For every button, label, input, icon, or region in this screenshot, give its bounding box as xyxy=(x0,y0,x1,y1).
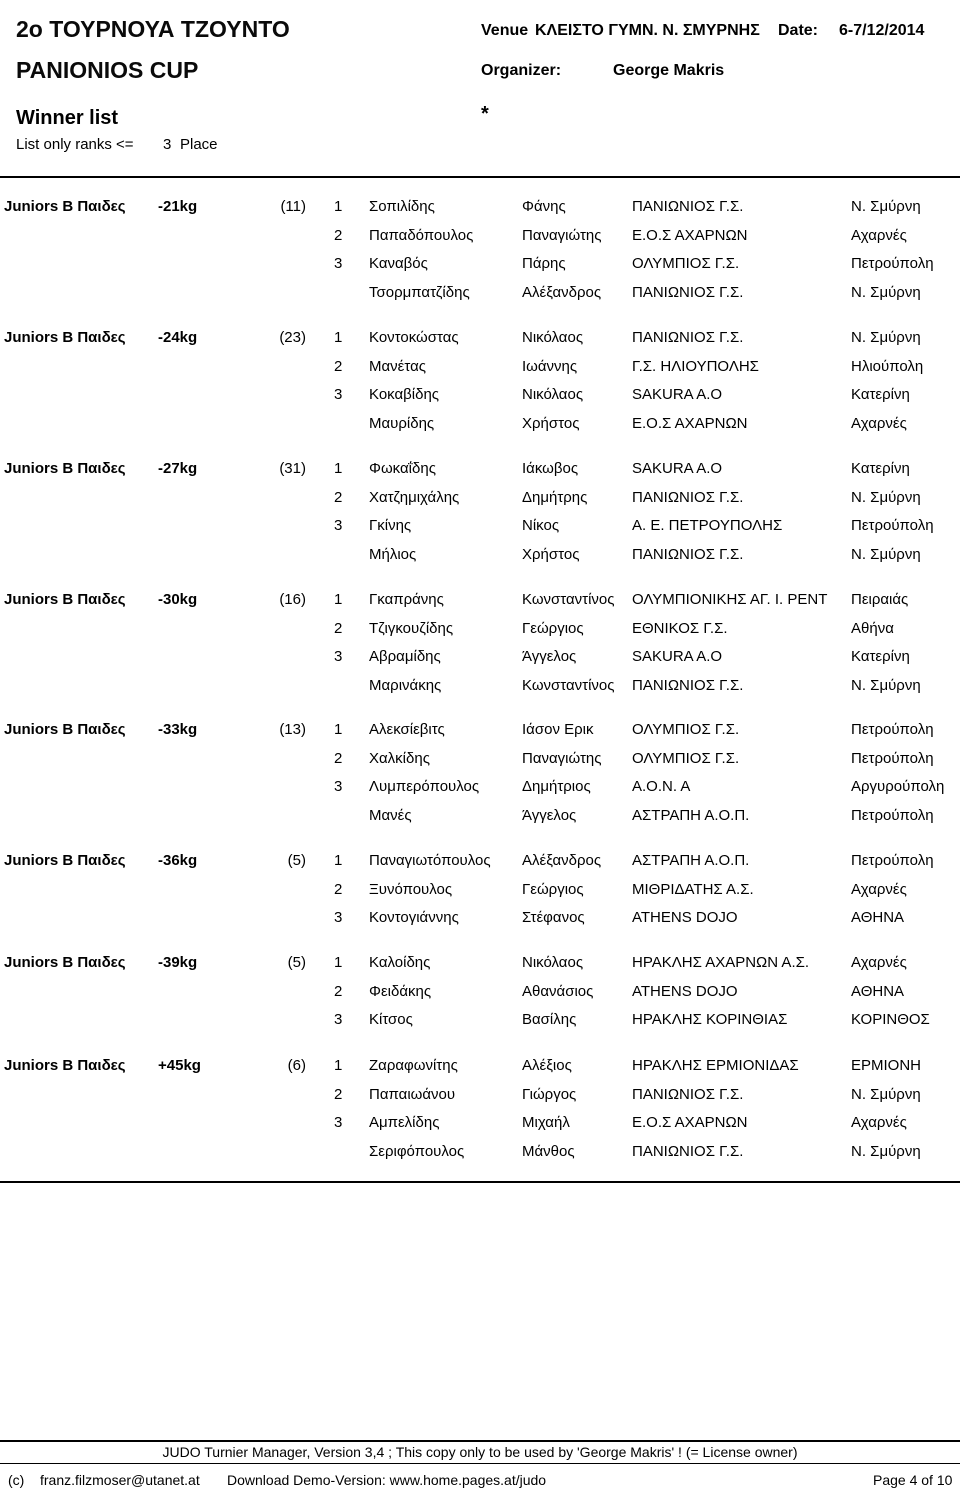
city-cell: Αχαρνές xyxy=(851,880,907,898)
asterisk-mark: * xyxy=(481,103,489,125)
first-name-cell: Γεώργιος xyxy=(522,880,584,898)
club-cell: ΠΑΝΙΩΝΙΟΣ Γ.Σ. xyxy=(632,329,744,346)
table-row xyxy=(0,386,960,408)
club-cell: ΠΑΝΙΩΝΙΟΣ Γ.Σ. xyxy=(632,198,744,215)
first-name-cell: Άγγελος xyxy=(522,648,577,665)
city-cell: Πετρούπολη xyxy=(851,517,934,534)
table-row xyxy=(0,546,960,568)
category-cell: Juniors B Παιδες xyxy=(4,721,126,738)
table-row xyxy=(0,648,960,670)
rank-cell: 2 xyxy=(334,880,343,898)
club-cell: SAKURA A.O xyxy=(632,386,723,403)
city-cell: Κατερίνη xyxy=(851,460,910,477)
last-name-cell: Καλοίδης xyxy=(369,954,431,971)
first-name-cell: Βασίλης xyxy=(522,1011,577,1028)
table-row xyxy=(0,329,960,351)
city-cell: Πετρούπολη xyxy=(851,255,934,272)
last-name-cell: Μαυρίδης xyxy=(369,414,435,432)
last-name-cell: Κίτσος xyxy=(369,1011,413,1028)
table-row xyxy=(0,1143,960,1165)
last-name-cell: Καναβός xyxy=(369,255,428,272)
first-name-cell: Αλέξανδρος xyxy=(522,283,602,301)
first-name-cell: Κωνσταντίνος xyxy=(522,591,615,608)
rank-cell: 3 xyxy=(334,255,343,272)
first-name-cell: Κωνσταντίνος xyxy=(522,676,615,694)
venue-value: ΚΛΕΙΣΤΟ ΓΥΜΝ. Ν. ΣΜΥΡΝΗΣ xyxy=(535,22,760,39)
table-row xyxy=(0,517,960,539)
first-name-cell: Νικόλαος xyxy=(522,386,584,403)
table-row xyxy=(0,489,960,511)
first-name-cell: Ιάσον Ερικ xyxy=(522,721,594,738)
last-name-cell: Τζιγκουζίδης xyxy=(369,619,454,637)
category-cell: Juniors B Παιδες xyxy=(4,198,126,215)
rank-cell: 1 xyxy=(334,329,343,346)
first-name-cell: Παναγιώτης xyxy=(522,749,602,767)
category-cell: Juniors B Παιδες xyxy=(4,591,126,608)
entrant-count-cell: (23) xyxy=(279,329,306,346)
rank-cell: 3 xyxy=(334,648,343,665)
last-name-cell: Σεριφόπουλος xyxy=(369,1142,465,1160)
city-cell: ΑΘΗΝΑ xyxy=(851,982,905,1000)
header-divider xyxy=(0,176,960,178)
city-cell: Κατερίνη xyxy=(851,386,910,403)
city-cell: ΕΡΜΙΟΝΗ xyxy=(851,1057,922,1074)
entrant-count-cell: (31) xyxy=(279,460,306,477)
weight-cell: -21kg xyxy=(158,198,198,215)
tournament-title: 2o ΤΟΥΡΝΟΥΑ ΤΖΟΥΝΤΟ xyxy=(16,16,290,42)
city-cell: Αργυρούπολη xyxy=(851,778,945,795)
first-name-cell: Χρήστος xyxy=(522,414,580,432)
last-name-cell: Γκαπράνης xyxy=(369,591,444,608)
first-name-cell: Νικόλαος xyxy=(522,954,584,971)
last-name-cell: Παπαδόπουλος xyxy=(369,226,474,244)
entrant-count-cell: (11) xyxy=(280,198,306,215)
license-note: JUDO Turnier Manager, Version 3,4 ; This copy only to be used by 'George Makris' ! (= License owner) xyxy=(162,1444,798,1460)
rank-cell: 2 xyxy=(334,1085,343,1103)
tournament-subtitle: PANIONIOS CUP xyxy=(16,57,199,83)
organizer-label: Organizer: xyxy=(481,62,562,79)
table-row xyxy=(0,255,960,277)
last-name-cell: Αβραμίδης xyxy=(369,648,441,665)
club-cell: Ε.Ο.Σ ΑΧΑΡΝΩΝ xyxy=(632,226,748,244)
club-cell: ΟΛΥΜΠΙΟΣ Γ.Σ. xyxy=(632,255,740,272)
club-cell: Α.Ο.Ν. Α xyxy=(632,778,691,795)
table-row xyxy=(0,807,960,829)
table-row xyxy=(0,227,960,249)
table-row xyxy=(0,778,960,800)
rank-cell: 3 xyxy=(334,517,343,534)
table-row xyxy=(0,415,960,437)
city-cell: Ν. Σμύρνη xyxy=(851,488,921,506)
first-name-cell: Αλέξιος xyxy=(522,1057,572,1074)
table-row xyxy=(0,983,960,1005)
club-cell: ΜΙΘΡΙΔΑΤΗΣ Α.Σ. xyxy=(632,880,754,898)
venue-label: Venue xyxy=(481,22,529,39)
club-cell: ΑΣΤΡΑΠΗ Α.Ο.Π. xyxy=(632,806,750,824)
list-title: Winner list xyxy=(16,107,119,129)
first-name-cell: Δημήτρης xyxy=(522,488,588,506)
first-name-cell: Πάρης xyxy=(522,255,566,272)
filter-label: List only ranks <= xyxy=(16,136,134,153)
last-name-cell: Μανέτας xyxy=(369,357,426,375)
category-cell: Juniors B Παιδες xyxy=(4,954,126,971)
date-value: 6-7/12/2014 xyxy=(839,22,925,39)
last-name-cell: Φωκαΐδης xyxy=(369,460,436,477)
copyright-mark: (c) xyxy=(8,1472,25,1488)
city-cell: Πετρούπολη xyxy=(851,852,934,869)
last-name-cell: Γκίνης xyxy=(369,517,412,534)
first-name-cell: Δημήτριος xyxy=(522,778,591,795)
organizer-value: George Makris xyxy=(613,62,725,79)
entrant-count-cell: (16) xyxy=(279,591,306,608)
rank-cell: 3 xyxy=(334,386,343,403)
weight-cell: +45kg xyxy=(158,1057,201,1074)
city-cell: Πειραιάς xyxy=(851,591,909,608)
city-cell: Πετρούπολη xyxy=(851,749,934,767)
table-row xyxy=(0,721,960,743)
city-cell: Ν. Σμύρνη xyxy=(851,545,921,563)
last-name-cell: Κοκαβίδης xyxy=(369,386,440,403)
club-cell: ΗΡΑΚΛΗΣ ΑΧΑΡΝΩΝ Α.Σ. xyxy=(632,954,810,971)
last-name-cell: Τσορμπατζίδης xyxy=(369,283,470,301)
last-name-cell: Αμπελίδης xyxy=(369,1114,440,1131)
club-cell: ΗΡΑΚΛΗΣ ΕΡΜΙΟΝΙΔΑΣ xyxy=(632,1057,799,1074)
last-name-cell: Ζαραφωνίτης xyxy=(369,1057,458,1074)
club-cell: SAKURA A.O xyxy=(632,460,723,477)
rank-cell: 1 xyxy=(334,1057,343,1074)
footer-top-divider xyxy=(0,1440,960,1442)
rank-cell: 3 xyxy=(334,1011,343,1028)
table-row xyxy=(0,620,960,642)
filter-value: 3 xyxy=(163,136,172,153)
last-name-cell: Μανές xyxy=(369,806,412,824)
rank-cell: 2 xyxy=(334,982,343,1000)
city-cell: Αχαρνές xyxy=(851,414,907,432)
club-cell: ΠΑΝΙΩΝΙΟΣ Γ.Σ. xyxy=(632,1142,744,1160)
category-cell: Juniors B Παιδες xyxy=(4,1057,126,1074)
first-name-cell: Αθανάσιος xyxy=(522,982,594,1000)
rank-cell: 2 xyxy=(334,357,343,375)
city-cell: Ηλιούπολη xyxy=(851,357,924,375)
entrant-count-cell: (6) xyxy=(287,1057,306,1074)
table-end-divider xyxy=(0,1181,960,1183)
club-cell: ΗΡΑΚΛΗΣ ΚΟΡΙΝΘΙΑΣ xyxy=(632,1011,788,1028)
rank-cell: 1 xyxy=(334,721,343,738)
table-row xyxy=(0,677,960,699)
table-row xyxy=(0,1114,960,1136)
club-cell: ΠΑΝΙΩΝΙΟΣ Γ.Σ. xyxy=(632,283,744,301)
table-row xyxy=(0,198,960,220)
category-cell: Juniors B Παιδες xyxy=(4,852,126,869)
club-cell: Γ.Σ. ΗΛΙΟΥΠΟΛΗΣ xyxy=(632,357,759,375)
club-cell: Ε.Ο.Σ ΑΧΑΡΝΩΝ xyxy=(632,1114,748,1131)
city-cell: Ν. Σμύρνη xyxy=(851,1142,921,1160)
club-cell: SAKURA A.O xyxy=(632,648,723,665)
rank-cell: 2 xyxy=(334,619,343,637)
rank-cell: 1 xyxy=(334,591,343,608)
table-row xyxy=(0,852,960,874)
city-cell: ΚΟΡΙΝΘΟΣ xyxy=(851,1011,930,1028)
last-name-cell: Παπαιωάνου xyxy=(369,1085,456,1103)
last-name-cell: Φειδάκης xyxy=(369,982,432,1000)
first-name-cell: Γεώργιος xyxy=(522,619,584,637)
first-name-cell: Παναγιώτης xyxy=(522,226,602,244)
city-cell: Ν. Σμύρνη xyxy=(851,198,921,215)
category-cell: Juniors B Παιδες xyxy=(4,460,126,477)
rank-cell: 1 xyxy=(334,954,343,971)
club-cell: ATHENS DOJO xyxy=(632,909,738,926)
club-cell: Α. Ε. ΠΕΤΡΟΥΠΟΛΗΣ xyxy=(632,517,783,534)
last-name-cell: Μαρινάκης xyxy=(369,676,442,694)
table-row xyxy=(0,358,960,380)
first-name-cell: Μάνθος xyxy=(522,1142,575,1160)
rank-cell: 1 xyxy=(334,460,343,477)
first-name-cell: Νίκος xyxy=(522,517,560,534)
last-name-cell: Χαλκίδης xyxy=(369,749,430,767)
city-cell: Αθήνα xyxy=(851,619,894,637)
city-cell: Πετρούπολη xyxy=(851,806,934,824)
last-name-cell: Αλεκσίεβιτς xyxy=(369,721,445,738)
table-row xyxy=(0,284,960,306)
club-cell: Ε.Ο.Σ ΑΧΑΡΝΩΝ xyxy=(632,414,748,432)
rank-cell: 1 xyxy=(334,852,343,869)
table-row xyxy=(0,954,960,976)
rank-cell: 2 xyxy=(334,749,343,767)
table-row xyxy=(0,881,960,903)
weight-cell: -24kg xyxy=(158,329,198,346)
rank-cell: 2 xyxy=(334,226,343,244)
club-cell: ΟΛΥΜΠΙΟΝΙΚΗΣ ΑΓ. Ι. ΡΕΝΤ xyxy=(632,591,828,608)
download-note: Download Demo-Version: www.home.pages.at/judo xyxy=(227,1472,547,1488)
first-name-cell: Στέφανος xyxy=(522,909,585,926)
first-name-cell: Μιχαήλ xyxy=(522,1114,570,1131)
club-cell: ΠΑΝΙΩΝΙΟΣ Γ.Σ. xyxy=(632,545,744,563)
first-name-cell: Άγγελος xyxy=(522,806,577,824)
city-cell: Αχαρνές xyxy=(851,1114,907,1131)
category-cell: Juniors B Παιδες xyxy=(4,329,126,346)
club-cell: ΑΣΤΡΑΠΗ Α.Ο.Π. xyxy=(632,852,750,869)
city-cell: Πετρούπολη xyxy=(851,721,934,738)
first-name-cell: Αλέξανδρος xyxy=(522,852,602,869)
weight-cell: -27kg xyxy=(158,460,198,477)
rank-cell: 3 xyxy=(334,1114,343,1131)
rank-cell: 3 xyxy=(334,909,343,926)
club-cell: ΟΛΥΜΠΙΟΣ Γ.Σ. xyxy=(632,749,740,767)
last-name-cell: Λυμπερόπουλος xyxy=(369,778,480,795)
table-row xyxy=(0,909,960,931)
last-name-cell: Χατζημιχάλης xyxy=(369,488,460,506)
first-name-cell: Φάνης xyxy=(522,198,566,215)
last-name-cell: Ξυνόπουλος xyxy=(369,880,453,898)
city-cell: ΑΘΗΝΑ xyxy=(851,909,905,926)
club-cell: ΟΛΥΜΠΙΟΣ Γ.Σ. xyxy=(632,721,740,738)
first-name-cell: Ιωάννης xyxy=(522,357,578,375)
table-row xyxy=(0,460,960,482)
city-cell: Ν. Σμύρνη xyxy=(851,329,921,346)
weight-cell: -30kg xyxy=(158,591,198,608)
city-cell: Ν. Σμύρνη xyxy=(851,1085,921,1103)
city-cell: Αχαρνές xyxy=(851,226,907,244)
author-email: franz.filzmoser@utanet.at xyxy=(40,1472,200,1488)
table-row xyxy=(0,1011,960,1033)
table-row xyxy=(0,1086,960,1108)
weight-cell: -39kg xyxy=(158,954,198,971)
first-name-cell: Γιώργος xyxy=(522,1085,577,1103)
rank-cell: 2 xyxy=(334,488,343,506)
table-row xyxy=(0,591,960,613)
table-row xyxy=(0,1057,960,1079)
entrant-count-cell: (13) xyxy=(279,721,306,738)
table-row xyxy=(0,750,960,772)
city-cell: Κατερίνη xyxy=(851,648,910,665)
club-cell: ΠΑΝΙΩΝΙΟΣ Γ.Σ. xyxy=(632,488,744,506)
club-cell: ATHENS DOJO xyxy=(632,982,738,1000)
footer-mid-divider xyxy=(0,1463,960,1464)
page-indicator: Page 4 of 10 xyxy=(873,1472,953,1488)
last-name-cell: Κοντοκώστας xyxy=(369,329,459,346)
city-cell: Ν. Σμύρνη xyxy=(851,283,921,301)
rank-cell: 1 xyxy=(334,198,343,215)
weight-cell: -33kg xyxy=(158,721,198,738)
city-cell: Αχαρνές xyxy=(851,954,907,971)
last-name-cell: Παναγιωτόπουλος xyxy=(369,852,491,869)
first-name-cell: Νικόλαος xyxy=(522,329,584,346)
entrant-count-cell: (5) xyxy=(287,852,306,869)
city-cell: Ν. Σμύρνη xyxy=(851,676,921,694)
club-cell: ΠΑΝΙΩΝΙΟΣ Γ.Σ. xyxy=(632,676,744,694)
first-name-cell: Χρήστος xyxy=(522,545,580,563)
last-name-cell: Σοπιλίδης xyxy=(369,198,435,215)
filter-unit: Place xyxy=(180,136,218,153)
last-name-cell: Μήλιος xyxy=(369,545,417,563)
club-cell: ΠΑΝΙΩΝΙΟΣ Γ.Σ. xyxy=(632,1085,744,1103)
rank-cell: 3 xyxy=(334,778,343,795)
last-name-cell: Κοντογιάννης xyxy=(369,909,459,926)
weight-cell: -36kg xyxy=(158,852,198,869)
date-label: Date: xyxy=(778,22,819,39)
entrant-count-cell: (5) xyxy=(287,954,306,971)
first-name-cell: Ιάκωβος xyxy=(522,460,579,477)
club-cell: ΕΘΝΙΚΟΣ Γ.Σ. xyxy=(632,619,728,637)
